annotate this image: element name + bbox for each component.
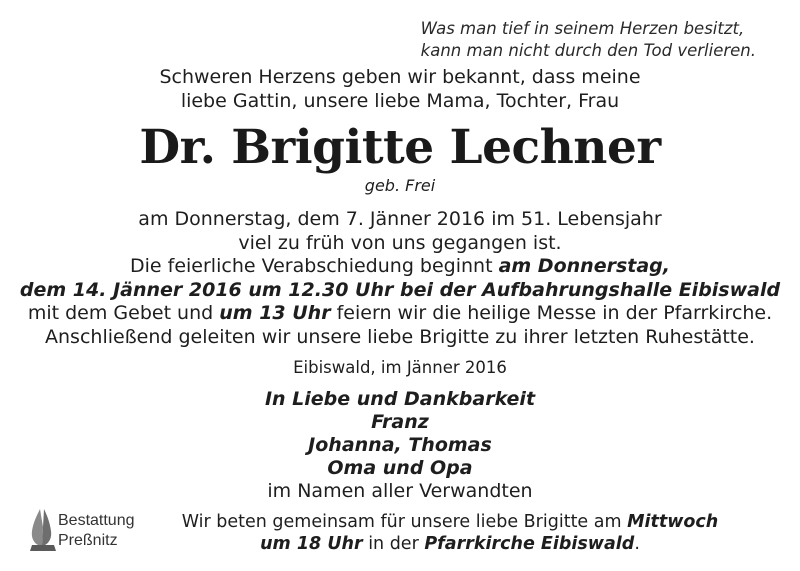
logo-line: Preßnitz xyxy=(58,532,118,549)
epigraph-quote xyxy=(421,18,756,62)
mass-text: in der xyxy=(362,534,425,554)
body-emphasis: um 13 Uhr xyxy=(219,302,331,324)
mass-text: Wir beten gemeinsam für unsere liebe Brigitte am xyxy=(181,512,628,532)
intro-line: liebe Gattin, unsere liebe Mama, Tochter, Frau xyxy=(180,90,620,112)
mourners-line: Oma und Opa xyxy=(327,457,473,479)
body-emphasis: am Donnerstag, xyxy=(498,255,670,277)
mass-emphasis: Mittwoch xyxy=(627,512,719,532)
mass-text: . xyxy=(634,534,640,554)
body-emphasis: dem 14. Jänner 2016 um 12.30 Uhr bei der Aufbahrungshalle Eibiswald xyxy=(19,278,781,301)
mass-line xyxy=(100,533,800,555)
deceased-name: Dr. Brigitte Lechner xyxy=(139,120,661,175)
body-text: mit dem Gebet und xyxy=(27,302,220,324)
mourners-line: Johanna, Thomas xyxy=(308,434,492,456)
praying-hands-icon xyxy=(28,507,62,553)
intro-line: Schweren Herzens geben wir bekannt, dass meine xyxy=(159,66,641,88)
body-line xyxy=(0,302,800,326)
mass-line xyxy=(100,511,800,533)
announcement-intro xyxy=(0,65,800,113)
mass-emphasis: Pfarrkirche Eibiswald xyxy=(424,534,635,554)
mass-note xyxy=(100,511,800,555)
body-line xyxy=(0,279,800,303)
mourners-line: im Namen aller Verwandten xyxy=(267,480,533,502)
quote-line: kann man nicht durch den Tod verlieren. xyxy=(420,41,756,60)
mass-emphasis: um 18 Uhr xyxy=(260,534,363,554)
logo-line: Bestattung xyxy=(58,512,135,529)
mourners-line: In Liebe und Dankbarkeit xyxy=(264,388,536,410)
mourners-block xyxy=(0,388,800,503)
body-line: am Donnerstag, dem 7. Jänner 2016 im 51. Lebensjahr xyxy=(138,208,662,230)
quote-line: Was man tief in seinem Herzen besitzt, xyxy=(420,19,745,38)
mourners-line: Franz xyxy=(371,411,429,433)
maiden-name: geb. Frei xyxy=(364,176,436,195)
body-text: Die feierliche Verabschiedung beginnt xyxy=(130,255,499,277)
body-line: viel zu früh von uns gegangen ist. xyxy=(238,231,562,254)
place-date: Eibiswald, im Jänner 2016 xyxy=(293,358,507,377)
body-line xyxy=(0,255,800,279)
announcement-body xyxy=(0,208,800,349)
body-text: feiern wir die heilige Messe in der Pfarrkirche. xyxy=(330,302,773,324)
body-line: Anschließend geleiten wir unsere liebe Brigitte zu ihrer letzten Ruhestätte. xyxy=(45,325,755,348)
